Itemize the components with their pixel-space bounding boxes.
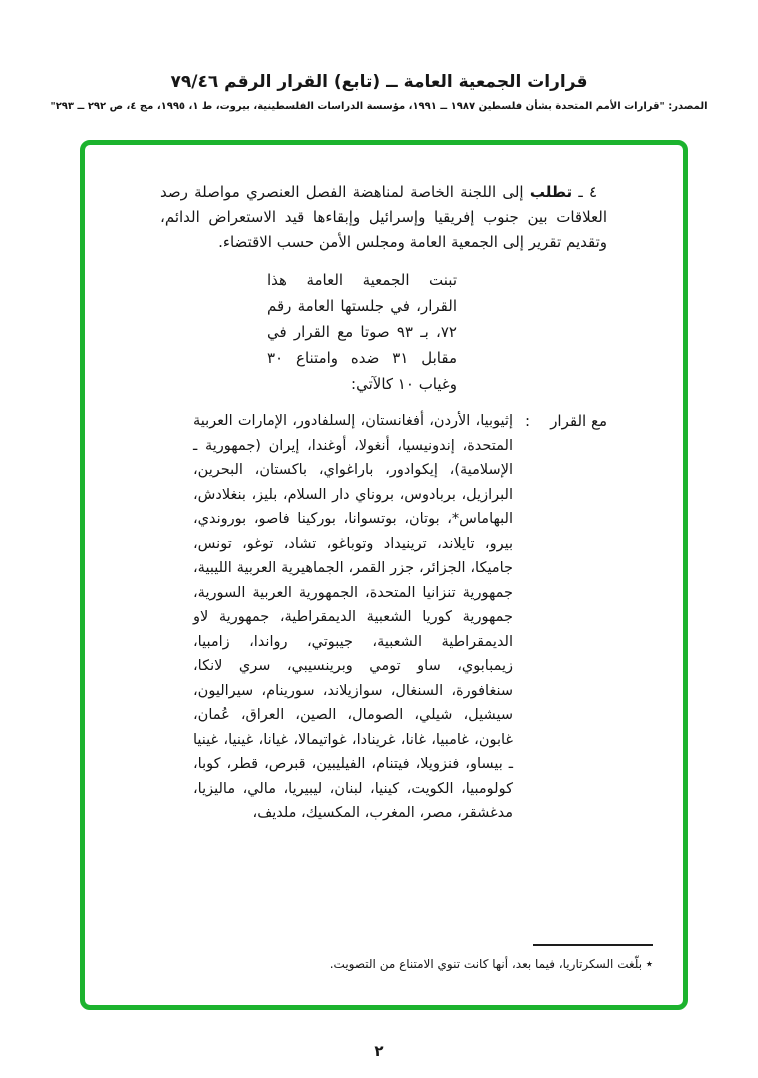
footnote-text: بلّغت السكرتاريا، فيما بعد، أنها كانت تنوي الامتناع من التصويت. [329,957,643,971]
vote-for-country-list: إثيوبيا، الأردن، أفغانستان، إلسلفادور، الإمارات العربية المتحدة، إندونيسيا، أنغولا، أوغندا، إيران (جمهورية ـ الإسلامية)، إيكوادور، باراغواي، باكستان، البحرين، البرازيل، بربادوس، بروناي دار السلام، بليز، بنغلادش، البهاماس*، بوتان، بوتسوانا، بوركينا فاصو، بوروندي، بيرو، تايلاند، ترينيداد وتوباغو، تشاد، توغو، تونس، جاميكا، الجزائر، جزر القمر، الجماهيرية العربية الليبية، جمهورية تنزانيا المتحدة، الجمهورية العربية السورية، جمهورية كوريا الشعبية الديمقراطية، جمهورية لاو الديمقراطية الشعبية، جيبوتي، رواندا، زامبيا، زيمبابوي، ساو تومي وبرينسيبي، سري لانكا، سنغافورة، السنغال، سوازيلاند، سورينام، سيراليون، سيشيل، شيلي، الصومال، الصين، العراق، عُمان، غابون، غامبيا، غانا، غرينادا، غواتيمالا، غيانا، غينيا، غينيا ـ بيساو، فنزويلا، فيتنام، الفيليبين، قبرص، قطر، كوبا، كولومبيا، الكويت، كينيا، لبنان، ليبيريا، مالي، ماليزيا، مدغشقر، مصر، المغرب، المكسيك، ملديف، [193,413,513,821]
clause-verb: تطلب [529,183,573,201]
footnote-asterisk-marker: ٭ [645,957,653,972]
clause-body-text: إلى اللجنة الخاصة لمناهضة الفصل العنصري مواصلة رصد العلاقات بين جنوب إفريقيا وإسرائيل وإبقاءها قيد الاستعراض الدائم، وتقديم تقرير إلى الجمعية العامة ومجلس الأمن حسب الاقتضاء. [160,183,607,251]
vote-record [160,409,607,826]
vote-for-label [525,409,607,826]
vote-label-text: مع القرار [550,412,607,430]
footnote-divider [533,944,653,946]
footnote [205,944,653,974]
clause-number: ٤ ـ [578,183,597,201]
source-citation-line: المصدر: "قرارات الأمم المتحدة بشأن فلسطين ١٩٨٧ ــ ١٩٩١، مؤسسة الدراسات الفلسطينية، بيروت، ط ١، ١٩٩٥، مج ٤، ص ٢٩٢ ــ ٢٩٣" [50,101,708,112]
vote-label-colon: : [525,412,531,430]
resolution-box [80,140,688,1010]
page-number: ٢ [374,1042,384,1060]
footnote-line [205,955,653,974]
adoption-note: تبنت الجمعية العامة هذا القرار، في جلستها العامة رقم ٧٢، بـ ٩٣ صوتا مع القرار في مقابل ٣١ ضده وامتناع ٣٠ وغياب ١٠ كالآتي: [267,271,457,393]
page-title: قرارات الجمعية العامة ــ (تابع) القرار الرقم ٧٩/٤٦ [170,72,588,92]
resolution-clause-4 [160,180,607,255]
